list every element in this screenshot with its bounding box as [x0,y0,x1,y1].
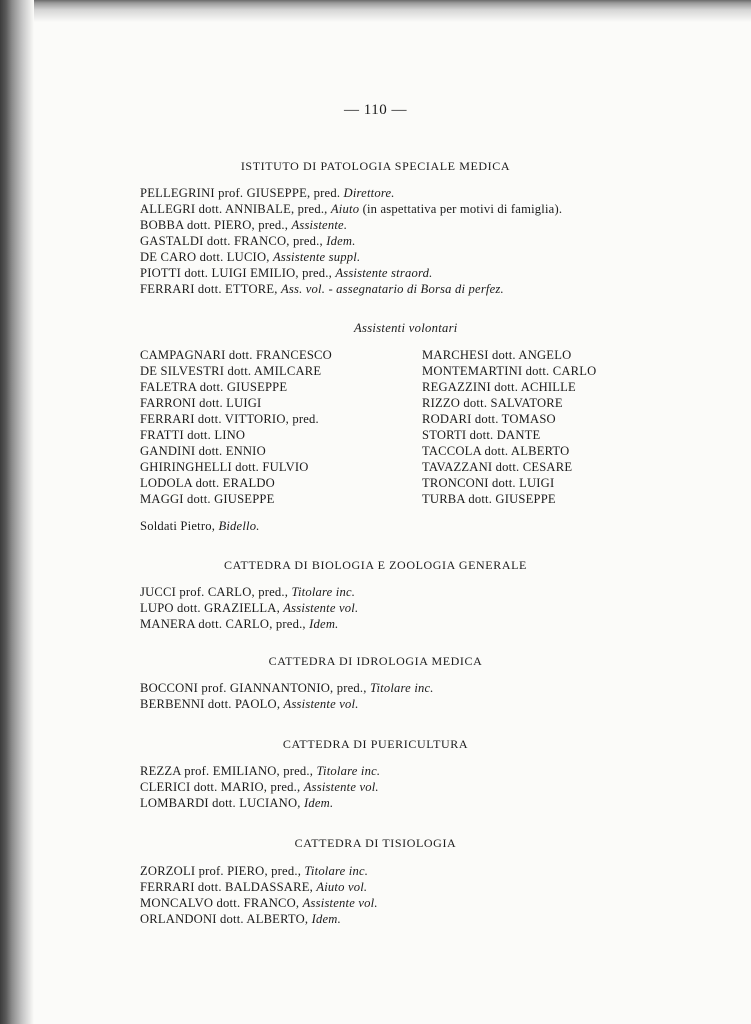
entry-line [140,616,338,632]
volunteer-right: RODARI dott. TOMASO [422,412,556,426]
volunteer-left: LODOLA dott. ERALDO [140,476,275,490]
entry-line [140,600,358,616]
entry-role: Assistente vol. [302,896,378,910]
volunteer-left: MAGGI dott. GIUSEPPE [140,492,275,506]
volunteer-left: GHIRINGHELLI dott. FULVIO [140,460,309,474]
volunteer-right: MARCHESI dott. ANGELO [422,348,572,362]
volunteer-right: TURBA dott. GIUSEPPE [422,492,556,506]
entry-role: Idem. [303,796,334,810]
entry-role: Assistente vol. [283,697,359,711]
entry-line [140,779,379,795]
entry-role: Direttore. [343,186,395,200]
entry-line [140,185,395,201]
entry-note: (in aspettativa per motivi di famiglia). [362,202,563,216]
entry-role: Assistente vol. [303,780,379,794]
entry-name: BOBBA dott. PIERO, pred., [140,218,289,232]
section-heading: CATTEDRA DI BIOLOGIA E ZOOLOGIA GENERALE [224,558,527,572]
entry-name: ORLANDONI dott. ALBERTO, [140,912,309,926]
volunteer-left: FRATTI dott. LINO [140,428,246,442]
volunteer-right: MONTEMARTINI dott. CARLO [422,364,597,378]
entry-name: BERBENNI dott. PAOLO, [140,697,281,711]
volunteer-left: GANDINI dott. ENNIO [140,444,266,458]
entry-name: MONCALVO dott. FRANCO, [140,896,300,910]
entry-line [140,763,380,779]
entry-name: FERRARI dott. BALDASSARE, [140,880,313,894]
subheading: Assistenti volontari [354,321,458,335]
section-heading: ISTITUTO DI PATOLOGIA SPECIALE MEDICA [240,159,511,173]
entry-role: Assistente straord. [335,266,433,280]
volunteer-left: FARRONI dott. LUIGI [140,396,262,410]
entry-role: Titolare inc. [369,681,434,695]
entry-line [140,233,356,249]
staff-name: Soldati Pietro, [140,519,216,533]
section-heading: CATTEDRA DI IDROLOGIA MEDICA [268,654,483,668]
volunteer-right: STORTI dott. DANTE [422,428,541,442]
entry-role: Idem. [326,234,356,248]
entry-line [140,249,360,265]
entry-role: Idem. [309,617,339,631]
volunteer-right: REGAZZINI dott. ACHILLE [422,380,576,394]
entry-role: Assistente. [291,218,348,232]
entry-line [140,863,368,879]
volunteer-left: FERRARI dott. VITTORIO, pred. [140,412,319,426]
entry-role: Titolare inc. [304,864,369,878]
staff-role: Bidello. [218,519,260,533]
entry-role: Ass. vol. - assegnatario di Borsa di perfez. [280,282,504,296]
entry-line [140,895,378,911]
entry-role: Assistente vol. [283,601,359,615]
staff-line [140,518,260,534]
entry-name: LUPO dott. GRAZIELLA, [140,601,280,615]
volunteer-left: FALETRA dott. GIUSEPPE [140,380,288,394]
entry-line [140,265,432,281]
entry-line [140,795,333,811]
entry-role: Titolare inc. [291,585,356,599]
entry-line [140,201,562,217]
volunteer-left: CAMPAGNARI dott. FRANCESCO [140,348,332,362]
entry-name: CLERICI dott. MARIO, pred., [140,780,301,794]
entry-name: ALLEGRI dott. ANNIBALE, pred., [140,202,328,216]
entry-line [140,911,341,927]
section-heading: CATTEDRA DI PUERICULTURA [282,737,469,751]
entry-name: JUCCI prof. CARLO, pred., [140,585,289,599]
entry-line [140,696,359,712]
entry-name: DE CARO dott. LUCIO, [140,250,270,264]
entry-name: PELLEGRINI prof. GIUSEPPE, pred. [140,186,341,200]
page-number: — 110 — [344,102,407,118]
entry-line [140,879,367,895]
volunteer-left: DE SILVESTRI dott. AMILCARE [140,364,322,378]
section-heading: CATTEDRA DI TISIOLOGIA [294,836,457,850]
entry-line [140,680,434,696]
entry-line [140,584,355,600]
volunteer-right: TAVAZZANI dott. CESARE [422,460,573,474]
entry-role: Aiuto [330,202,360,216]
entry-role: Assistente suppl. [272,250,361,264]
entry-name: BOCCONI prof. GIANNANTONIO, pred., [140,681,367,695]
entry-name: PIOTTI dott. LUIGI EMILIO, pred., [140,266,332,280]
entry-role: Aiuto vol. [316,880,368,894]
entry-role: Idem. [311,912,341,926]
entry-role: Titolare inc. [316,764,381,778]
entry-name: GASTALDI dott. FRANCO, pred., [140,234,323,248]
volunteer-right: TACCOLA dott. ALBERTO [422,444,570,458]
entry-name: LOMBARDI dott. LUCIANO, [140,796,301,810]
entry-name: MANERA dott. CARLO, pred., [140,617,306,631]
entry-line [140,281,504,297]
entry-name: ZORZOLI prof. PIERO, pred., [140,864,302,878]
entry-name: REZZA prof. EMILIANO, pred., [140,764,314,778]
volunteer-right: RIZZO dott. SALVATORE [422,396,563,410]
entry-name: FERRARI dott. ETTORE, [140,282,278,296]
volunteer-right: TRONCONI dott. LUIGI [422,476,555,490]
entry-line [140,217,347,233]
